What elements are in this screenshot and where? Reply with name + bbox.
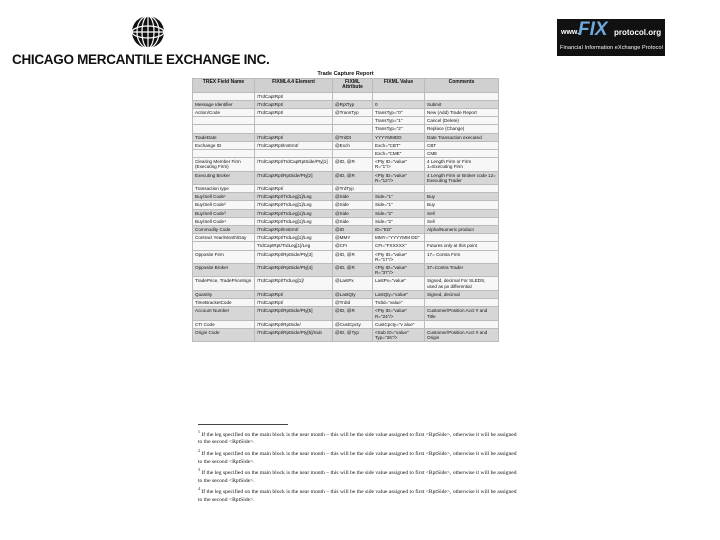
table-cell: <Pty ID="value" R="12"/> xyxy=(373,171,425,184)
table-cell xyxy=(333,150,373,158)
fix-logo-mark: FIX xyxy=(578,19,608,40)
table-cell: /TrdCaptRpt/ xyxy=(255,100,333,108)
cme-logo xyxy=(12,12,272,70)
table-cell: Buy xyxy=(425,193,499,201)
table-header-row xyxy=(193,79,499,92)
table-row xyxy=(193,158,499,171)
table-cell: /TrdCaptRpt/TrdLeg[1]/ xyxy=(255,277,333,290)
table-row xyxy=(193,193,499,201)
table-cell: 4 Length Firm or Broker code 12= Executing Trader xyxy=(425,171,499,184)
table-row xyxy=(193,226,499,234)
table-cell: Submit xyxy=(425,100,499,108)
table-cell: Signed, decimal For SLEDS, used as px differential xyxy=(425,277,499,290)
footnote-text: If the leg specified on the main block is the near month – this will be the side value assigned to first <RptSide>, otherwise it will be assigned to the second <RptSide>. xyxy=(198,469,517,484)
table-cell: /TrdCaptRpt/RptSide/Pty[3] xyxy=(255,250,333,263)
table-cell: MMY="YYYYMM DD" xyxy=(373,234,425,242)
table-cell: Customer/Position Acct # and Title xyxy=(425,307,499,320)
table-row xyxy=(193,328,499,341)
table-cell: @ID, @Typ xyxy=(333,328,373,341)
table-cell: /TrdCaptRpt/Instrmt/ xyxy=(255,226,333,234)
footnote-number: 3 xyxy=(198,467,200,473)
table-cell: 4 Length Firm or Firm 1=Executing Firm xyxy=(425,158,499,171)
table-cell: Side="2" xyxy=(373,217,425,225)
table-cell: TimeBracketCode xyxy=(193,299,255,307)
table-cell: /TrdCaptRpt/RptSide/Pty[5] xyxy=(255,307,333,320)
table-cell: New (Add) Trade Report xyxy=(425,109,499,117)
table-cell: <Pty ID="value" R="24"/> xyxy=(373,307,425,320)
table-row xyxy=(193,133,499,141)
table-cell: Side="2" xyxy=(373,209,425,217)
table-row xyxy=(193,209,499,217)
table-cell: Buy/Sell Code⁴ xyxy=(193,217,255,225)
table-row xyxy=(193,264,499,277)
table-cell xyxy=(193,117,255,125)
table-cell xyxy=(193,125,255,133)
table-cell: /TrdCaptRpt/ xyxy=(255,185,333,193)
footnotes xyxy=(198,428,518,504)
table-cell: 17= Contra Firm xyxy=(425,250,499,263)
table-row xyxy=(193,92,499,100)
table-cell: <Pty ID="value" R="17"/> xyxy=(373,250,425,263)
table-cell: Executing Broker xyxy=(193,171,255,184)
table-cell: Buy xyxy=(425,201,499,209)
table-cell: Futures only at this point xyxy=(425,242,499,250)
table-cell: Account Number xyxy=(193,307,255,320)
table-cell: Sell xyxy=(425,217,499,225)
table-cell: 0 xyxy=(373,100,425,108)
table-cell: /TrdCaptRpt/ xyxy=(255,299,333,307)
table-cell: @TrdTyp xyxy=(333,185,373,193)
table-cell: Opposite Broker xyxy=(193,264,255,277)
fix-logo-domain: protocol.org xyxy=(614,28,662,37)
table-cell: Commodity Code xyxy=(193,226,255,234)
table-cell: @ID, @R xyxy=(333,250,373,263)
footnote-number: 2 xyxy=(198,448,200,454)
table-cell: TrdCaptRpt/TrdLeg[1]/Leg xyxy=(255,242,333,250)
footnote xyxy=(198,466,518,485)
table-cell: LastQty="value" xyxy=(373,290,425,298)
table-cell: @CFI xyxy=(333,242,373,250)
column-header: Comments xyxy=(425,79,499,92)
table-body xyxy=(193,92,499,342)
table-cell: /TrdCaptRpt/Instrmt/ xyxy=(255,141,333,149)
trade-capture-table xyxy=(192,71,499,342)
footnote-number: 1 xyxy=(198,429,200,434)
table-row xyxy=(193,242,499,250)
table-cell: Cancel (Delete) xyxy=(425,117,499,125)
table-cell: @TransTyp xyxy=(333,109,373,117)
table-row xyxy=(193,125,499,133)
table-row xyxy=(193,185,499,193)
globe-icon xyxy=(130,14,166,50)
table-cell: CME xyxy=(425,150,499,158)
table-cell: Buy/Sell Code³ xyxy=(193,209,255,217)
table-cell: Signed, decimal xyxy=(425,290,499,298)
table-cell: Origin Code xyxy=(193,328,255,341)
table-row xyxy=(193,320,499,328)
table-cell xyxy=(333,125,373,133)
table-row xyxy=(193,100,499,108)
table-cell: YYYYMMDD xyxy=(373,133,425,141)
footnote-divider xyxy=(198,424,288,425)
table-cell: /TrdCaptRpt/RptSide/Pty[4] xyxy=(255,264,333,277)
table-cell: @MMY xyxy=(333,234,373,242)
footnote xyxy=(198,447,518,466)
table-cell: TransTyp="0" xyxy=(373,109,425,117)
table-cell: CTI Code xyxy=(193,320,255,328)
table-cell xyxy=(333,117,373,125)
table-cell: Exchange ID xyxy=(193,141,255,149)
table-cell: /TrdCaptRpt/TrdLeg[1]/Leg xyxy=(255,201,333,209)
table-cell xyxy=(193,242,255,250)
footnote-text: If the leg specified on the main block is the near month – this will be the side value assigned to first <RptSide>, otherwise it will be assigned to the second <RptSide>. xyxy=(198,489,517,503)
table-cell: @ID, @R xyxy=(333,158,373,171)
table-cell: Opposite Firm xyxy=(193,250,255,263)
table-cell: Sell xyxy=(425,209,499,217)
table-cell: /TrdCaptRpt/TrdLeg[1]/Leg xyxy=(255,217,333,225)
table-cell: /TrdCaptRpt/TrdLeg[1]/Leg xyxy=(255,234,333,242)
table-cell: <Pty ID="value" R="37"/> xyxy=(373,264,425,277)
table-cell: TransTyp="2" xyxy=(373,125,425,133)
table-cell: TrdId="value" xyxy=(373,299,425,307)
table-cell: Exch="CBT" xyxy=(373,141,425,149)
table-row xyxy=(193,109,499,117)
table-cell: @Exch xyxy=(333,141,373,149)
table-cell: Side="1" xyxy=(373,201,425,209)
table-row xyxy=(193,150,499,158)
table-cell: @LastPx xyxy=(333,277,373,290)
table-cell: /TrdCaptRpt/RptSide/Pty[2] xyxy=(255,171,333,184)
footnote-text: If the leg specified on the main block is the near month – this will be the side value assigned to first <RptSide>, otherwise it will be assigned to the second <RptSide>. xyxy=(198,431,517,446)
footnote-text: If the leg specified on the main block is the near month – this will be the side value assigned to first <RptSide>, otherwise it will be assigned to the second <RptSide>. xyxy=(198,450,517,465)
table-cell: /TrdCaptRpt/TrdLeg[1]/Leg xyxy=(255,209,333,217)
table-cell: @TrdId xyxy=(333,299,373,307)
table-cell: @ID, @R xyxy=(333,264,373,277)
table-cell: @ID, @R xyxy=(333,307,373,320)
table-cell: Replace (Change) xyxy=(425,125,499,133)
table-cell: Exch="CME" xyxy=(373,150,425,158)
table-cell: Action/Code xyxy=(193,109,255,117)
table-cell: @Side xyxy=(333,217,373,225)
table-cell: TradeDate xyxy=(193,133,255,141)
table-cell xyxy=(425,234,499,242)
table-cell: Side="1" xyxy=(373,193,425,201)
table-cell: Buy/Sell Code² xyxy=(193,201,255,209)
table-row xyxy=(193,171,499,184)
table-cell: @LastQty xyxy=(333,290,373,298)
table-cell: Buy/Sell Code¹ xyxy=(193,193,255,201)
column-header: FIXML4.4 Element xyxy=(255,79,333,92)
fix-protocol-logo xyxy=(557,19,665,56)
table-row xyxy=(193,307,499,320)
cme-logo-text: CHICAGO MERCANTILE EXCHANGE INC. xyxy=(12,52,270,67)
table-cell: /TrdCaptRpt/ xyxy=(255,109,333,117)
table-cell: ID="ED" xyxy=(373,226,425,234)
table-cell: CBT xyxy=(425,141,499,149)
table-cell: Alpha/Numeric product xyxy=(425,226,499,234)
table-cell: Clearing Member Firm (Executing Firm) xyxy=(193,158,255,171)
table-cell xyxy=(333,92,373,100)
table-cell: @ID xyxy=(333,226,373,234)
table-cell: /TrdCaptRpt/TrdLeg[1]/Leg xyxy=(255,193,333,201)
table-cell: LastPx="value" xyxy=(373,277,425,290)
column-header: FIXML Attribute xyxy=(333,79,373,92)
table-row xyxy=(193,277,499,290)
table-cell: CustCpcty="v alue" xyxy=(373,320,425,328)
table-cell xyxy=(193,92,255,100)
table-row xyxy=(193,141,499,149)
table-row xyxy=(193,201,499,209)
table-cell xyxy=(425,92,499,100)
table-cell: @ID, @R xyxy=(333,171,373,184)
table-cell: /TrdCaptRpt/RptSide/ xyxy=(255,320,333,328)
column-header: FIXML Value xyxy=(373,79,425,92)
table-cell: <Pty ID="value" R="1"/> xyxy=(373,158,425,171)
table-cell: @Side xyxy=(333,201,373,209)
table-cell xyxy=(255,150,333,158)
table-cell xyxy=(425,299,499,307)
table-cell xyxy=(193,150,255,158)
table-cell: @Side xyxy=(333,209,373,217)
table-cell: /TrdCaptRpt/ xyxy=(255,290,333,298)
table-cell: /TrdCaptRpt/RptSide/Pty[5]/Sub xyxy=(255,328,333,341)
table-cell xyxy=(425,320,499,328)
table-title: Trade Capture Report xyxy=(317,71,374,77)
table-cell: CFI="FXXXXX" xyxy=(373,242,425,250)
table-cell: <Sub ID="value" Typ="26"/> xyxy=(373,328,425,341)
table-row xyxy=(193,217,499,225)
table-cell: Contract Year/Month/Day xyxy=(193,234,255,242)
table-cell: @RptTyp xyxy=(333,100,373,108)
table-cell xyxy=(255,117,333,125)
fix-logo-www: www. xyxy=(561,29,580,36)
table-row xyxy=(193,234,499,242)
footnote xyxy=(198,485,518,504)
table-cell xyxy=(373,185,425,193)
table-cell: Customer/Position Acct # and Origin xyxy=(425,328,499,341)
table-cell: /TrdCaptRpt/ xyxy=(255,133,333,141)
table-cell xyxy=(373,92,425,100)
table-cell: TradePrice, TradePriceSign xyxy=(193,277,255,290)
table-cell xyxy=(255,125,333,133)
fix-logo-tagline: Financial Information eXchange Protocol xyxy=(560,45,663,51)
column-header: TREX Field Name xyxy=(193,79,255,92)
table-cell: Transaction type xyxy=(193,185,255,193)
table-cell: /TrdCaptRpt/TrdCapRptSide/Pty[1] xyxy=(255,158,333,171)
table-cell: @CustCpcty xyxy=(333,320,373,328)
footnote xyxy=(198,428,518,447)
footnote-number: 4 xyxy=(198,486,200,492)
table-cell: /TrdCaptRpt/ xyxy=(255,92,333,100)
table-row xyxy=(193,117,499,125)
table-cell: Quantity xyxy=(193,290,255,298)
table-row xyxy=(193,290,499,298)
table-row xyxy=(193,250,499,263)
table-cell: @TrdDt xyxy=(333,133,373,141)
table-row xyxy=(193,299,499,307)
table-cell: 37=Contra Trader xyxy=(425,264,499,277)
table-cell: TransTyp="1" xyxy=(373,117,425,125)
table-cell: Message Identifier xyxy=(193,100,255,108)
table-cell: @Side xyxy=(333,193,373,201)
table-cell: Date Transaction executed xyxy=(425,133,499,141)
table-cell xyxy=(425,185,499,193)
